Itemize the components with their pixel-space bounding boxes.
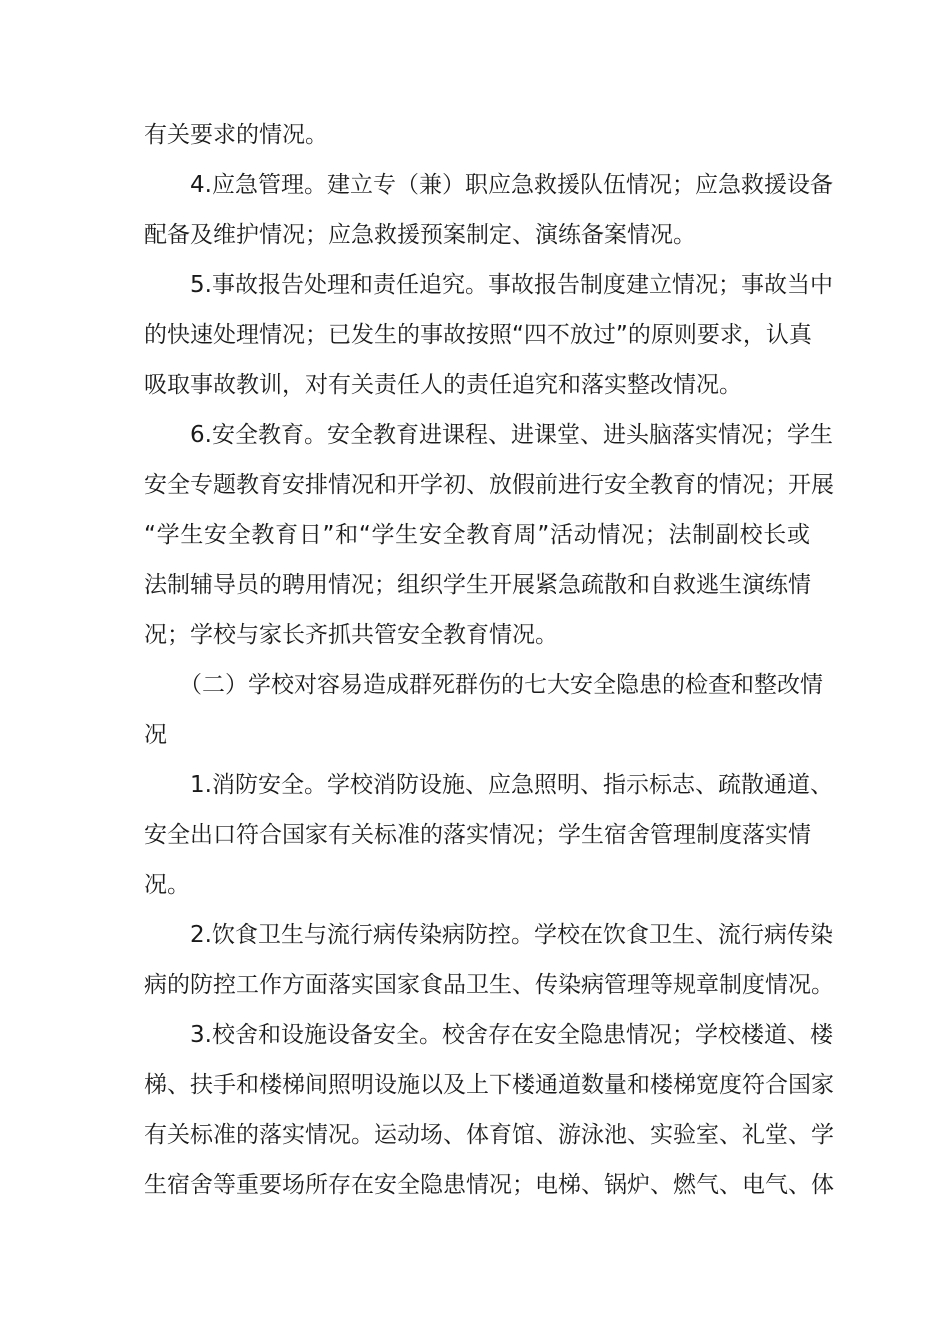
text-line: 3.校舍和设施设备安全。校舍存在安全隐患情况；学校楼道、楼 [190, 1022, 833, 1048]
paragraph-fire-safety [144, 760, 833, 910]
text-line: 1.消防安全。学校消防设施、应急照明、指示标志、疏散通道、 [190, 772, 833, 798]
text-line: 4.应急管理。建立专（兼）职应急救援队伍情况；应急救援设备 [190, 172, 833, 198]
text-line: 2.饮食卫生与流行病传染病防控。学校在饮食卫生、流行病传染 [190, 922, 833, 948]
text-line: 病的防控工作方面落实国家食品卫生、传染病管理等规章制度情况。 [144, 972, 834, 998]
text-line: 况 [144, 722, 167, 748]
paragraph-building-safety [144, 1010, 834, 1210]
paragraph-safety-education [144, 410, 834, 660]
paragraph-continuation [144, 110, 810, 160]
text-line: 5.事故报告处理和责任追究。事故报告制度建立情况；事故当中 [190, 272, 833, 298]
text-line: 的快速处理情况；已发生的事故按照“四不放过”的原则要求，认真 [144, 322, 812, 348]
text-line: 梯、扶手和楼梯间照明设施以及上下楼通道数量和楼梯宽度符合国家 [144, 1072, 834, 1098]
paragraph-emergency-management [144, 160, 833, 260]
text-line: 生宿舍等重要场所存在安全隐患情况；电梯、锅炉、燃气、电气、体 [144, 1172, 834, 1198]
paragraph-food-hygiene [144, 910, 834, 1010]
text-line: 吸取事故教训，对有关责任人的责任追究和落实整改情况。 [144, 372, 742, 398]
text-line: （二）学校对容易造成群死群伤的七大安全隐患的检查和整改情 [179, 672, 823, 698]
text-line: 有关标准的落实情况。运动场、体育馆、游泳池、实验室、礼堂、学 [144, 1122, 834, 1148]
section-heading-seven-hazards [144, 660, 823, 760]
text-line: 法制辅导员的聘用情况；组织学生开展紧急疏散和自救逃生演练情 [144, 572, 811, 598]
text-line: 配备及维护情况；应急救援预案制定、演练备案情况。 [144, 222, 696, 248]
text-line: 况；学校与家长齐抓共管安全教育情况。 [144, 622, 558, 648]
text-line: 有关要求的情况。 [144, 122, 328, 148]
text-line: “学生安全教育日”和“学生安全教育周”活动情况；法制副校长或 [144, 522, 810, 548]
paragraph-accident-reporting [144, 260, 833, 410]
text-line: 况。 [144, 872, 190, 898]
text-line: 安全专题教育安排情况和开学初、放假前进行安全教育的情况；开展 [144, 472, 834, 498]
text-line: 安全出口符合国家有关标准的落实情况；学生宿舍管理制度落实情 [144, 822, 811, 848]
document-body [144, 110, 834, 1210]
text-line: 6.安全教育。安全教育进课程、进课堂、进头脑落实情况；学生 [190, 422, 833, 448]
